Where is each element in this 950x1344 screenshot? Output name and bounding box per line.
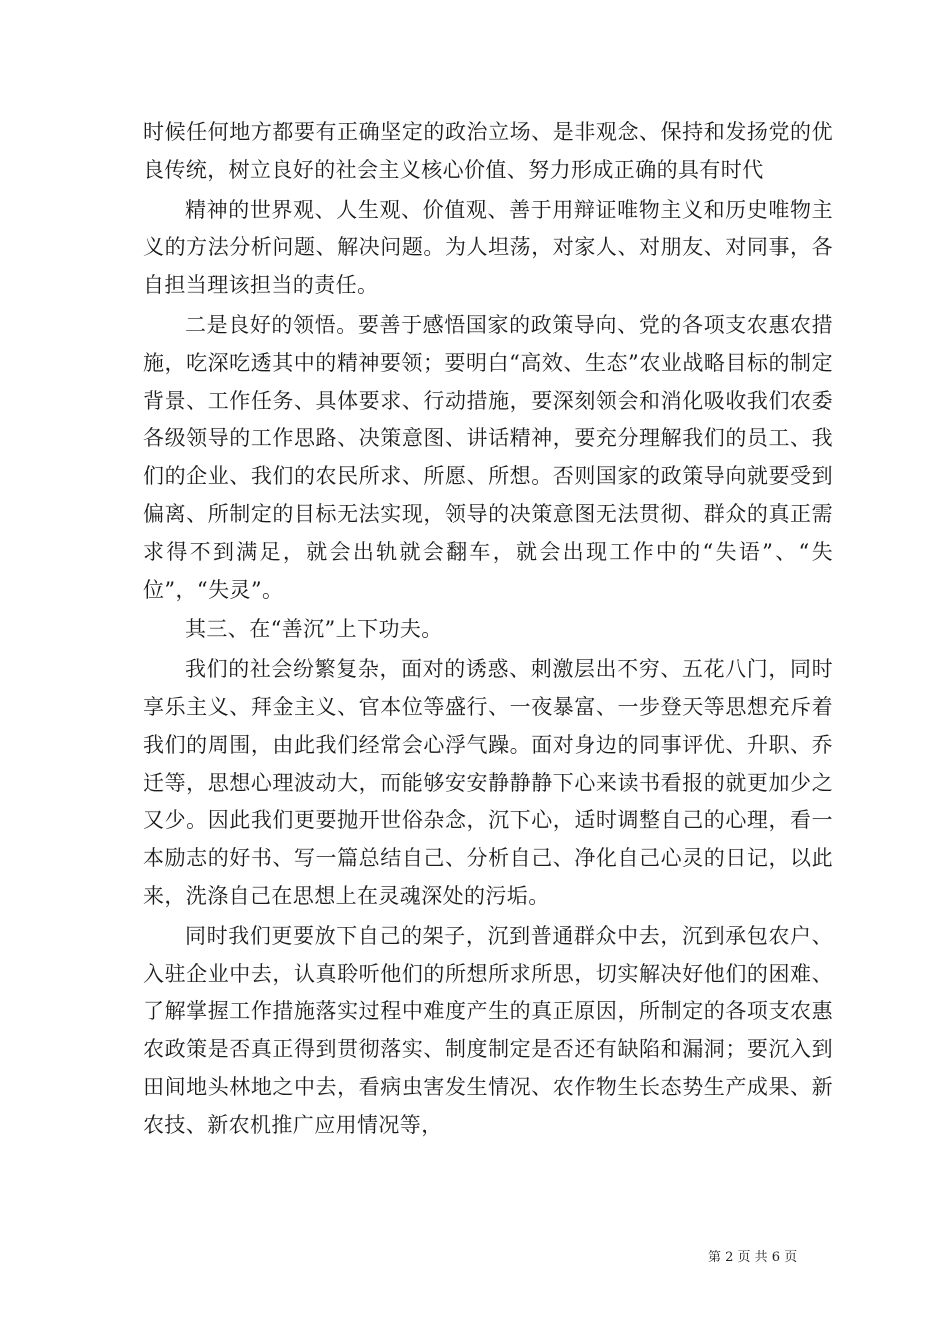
paragraph-6: 同时我们更要放下自己的架子，沉到普通群众中去，沉到承包农户、入驻企业中去，认真聆听他们的所想所求所思，切实解决好他们的困难、了解掌握工作措施落实过程中难度产生的真正原因，所制定的各项支农惠农政策是否真正得到贯彻落实、制度制定是否还有缺陷和漏洞；要沉入到田间地头林地之中去，看病虫害发生情况、农作物生长态势生产成果、新农技、新农机推广应用情况等， [143, 923, 833, 1137]
paragraph-1: 时候任何地方都要有正确坚定的政治立场、是非观念、保持和发扬党的优良传统，树立良好的社会主义核心价值、努力形成正确的具有时代 [143, 120, 833, 182]
paragraph-5: 我们的社会纷繁复杂，面对的诱惑、刺激层出不穷、五花八门，同时享乐主义、拜金主义、官本位等盛行、一夜暴富、一步登天等思想充斥着我们的周围，由此我们经常会心浮气躁。面对身边的同事评优、升职、乔迁等，思想心理波动大，而能够安安静静静下心来读书看报的就更加少之又少。因此我们更要抛开世俗杂念，沉下心，适时调整自己的心理，看一本励志的好书、写一篇总结自己、分析自己、净化自己心灵的日记，以此来，洗涤自己在思想上在灵魂深处的污垢。 [143, 657, 833, 908]
page-number-footer: 第 2 页 共 6 页 [708, 1250, 798, 1265]
paragraph-2: 精神的世界观、人生观、价值观、善于用辩证唯物主义和历史唯物主义的方法分析问题、解决问题。为人坦荡，对家人、对朋友、对同事，各自担当理该担当的责任。 [143, 197, 833, 298]
document-body [143, 114, 833, 1147]
paragraph-3: 二是良好的领悟。要善于感悟国家的政策导向、党的各项支农惠农措施，吃深吃透其中的精神要领；要明白“高效、生态”农业战略目标的制定背景、工作任务、具体要求、行动措施，要深刻领会和消化吸收我们农委各级领导的工作思路、决策意图、讲话精神，要充分理解我们的员工、我们的企业、我们的农民所求、所愿、所想。否则国家的政策导向就要受到偏离、所制定的目标无法实现，领导的决策意图无法贯彻、群众的真正需求得不到满足，就会出轨就会翻车，就会出现工作中的“失语”、“失位”，“失灵”。 [143, 312, 833, 602]
paragraph-4: 其三、在“善沉”上下功夫。 [185, 617, 443, 642]
